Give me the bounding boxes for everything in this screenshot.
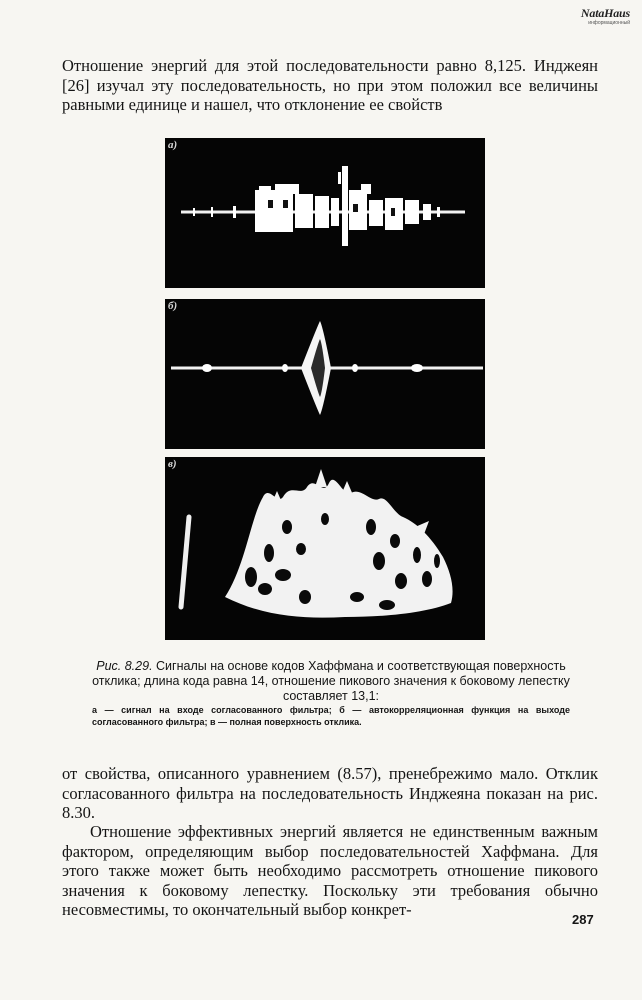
paragraph-top: Отношение энергий для этой последовательности равно 8,125. Инджеян [26] изучал эту последовательность, но при этом положил все величины равными единице и нашел, что отклонение ее свойств xyxy=(62,56,598,114)
autocorrelation-plot xyxy=(165,299,485,449)
figure-panel-c xyxy=(165,457,485,640)
page-number: 287 xyxy=(572,912,594,927)
input-signal-plot xyxy=(165,138,485,288)
watermark-logo xyxy=(540,4,630,24)
paragraph-middle: от свойства, описанного уравнением (8.57), пренебрежимо мало. Отклик согласованного фильтра на последовательность Инджеяна показан на рис. 8.30. xyxy=(62,764,598,822)
response-surface-plot xyxy=(165,457,485,640)
figure-legend: а — сигнал на входе согласованного фильтра; б — автокорреляционная функция на выходе согласованного фильтра; в — полная поверхность отклика. xyxy=(92,705,570,727)
figure-caption-text: Сигналы на основе кодов Хаффмана и соответствующая поверхность отклика; длина кода равна 14, отношение пикового значения к боковому лепестку составляет 13,1: xyxy=(92,659,570,703)
paragraph-bottom: Отношение эффективных энергий является не единственным важным фактором, определяющим выбор последовательностей Хаффмана. Для этого также может быть необходимо рассмотреть отношение пикового значения к боковому лепестку. Поскольку эти требования обычно несовместимы, то окончательный выбор конкрет- xyxy=(62,822,598,919)
panel-a-label: а) xyxy=(168,139,178,151)
panel-b-label: б) xyxy=(168,300,178,312)
figure-caption-label: Рис. 8.29. xyxy=(96,659,153,673)
watermark-tagline: информационный xyxy=(588,20,630,26)
figure-panel-b xyxy=(165,299,485,449)
figure-caption xyxy=(92,659,570,704)
panel-c-label: в) xyxy=(168,458,177,470)
watermark-brand: NataHaus xyxy=(580,6,630,20)
figure-panel-a xyxy=(165,138,485,288)
